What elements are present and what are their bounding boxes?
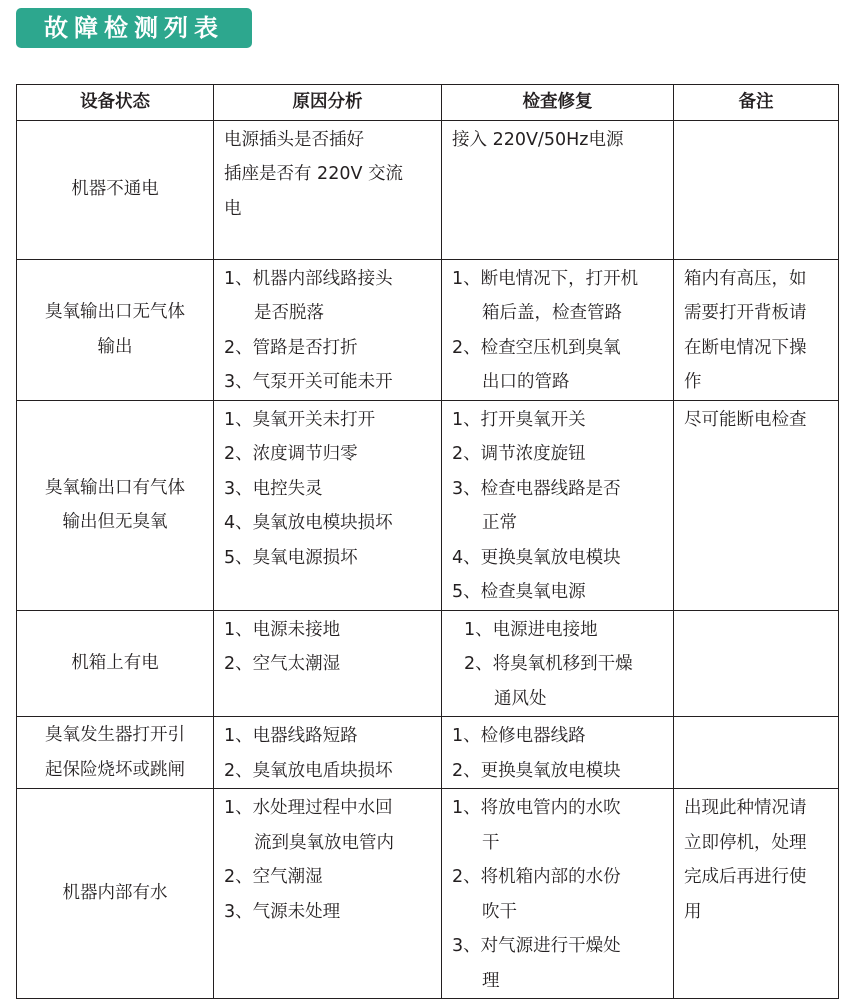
cell-line: 4、更换臭氧放电模块	[452, 547, 621, 568]
note-cell	[674, 789, 839, 999]
cell-line: 理	[482, 970, 500, 991]
page-title: 故障检测列表	[44, 14, 224, 42]
status-cell	[17, 610, 214, 717]
cell-line: 2、将机箱内部的水份	[452, 867, 621, 887]
status-cell	[17, 259, 214, 400]
fault-table	[16, 84, 839, 999]
cell-line: 4、臭氧放电模块损坏	[224, 513, 393, 533]
cell-line: 机器内部有水	[62, 883, 168, 904]
cell-line: 2、检查空压机到臭氧	[452, 337, 621, 358]
fix-cell	[442, 259, 674, 400]
cell-line: 1、水处理过程中水回	[224, 798, 393, 818]
cell-line: 3、电控失灵	[224, 478, 323, 499]
cell-line: 箱后盖，检查管路	[482, 303, 622, 323]
cell-line: 3、气泵开关可能未开	[224, 372, 393, 392]
note-cell	[674, 120, 839, 259]
table-row	[17, 400, 839, 610]
cell-line: 1、将放电管内的水吹	[452, 798, 621, 818]
cell-line: 1、臭氧开关未打开	[224, 409, 376, 430]
status-cell	[17, 717, 214, 789]
cell-line: 2、调节浓度旋钮	[452, 444, 586, 464]
cell-line: 起保险烧坏或跳闸	[45, 759, 185, 780]
fix-cell	[442, 717, 674, 789]
cell-line: 2、浓度调节归零	[224, 444, 358, 464]
cause-cell	[214, 259, 442, 400]
note-cell	[674, 610, 839, 717]
cell-line: 3、对气源进行干燥处	[452, 936, 621, 956]
note-cell	[674, 717, 839, 789]
cell-line: 2、将臭氧机移到干燥	[464, 654, 633, 674]
cell-line: 3、气源未处理	[224, 901, 341, 922]
note-cell	[674, 259, 839, 400]
fix-cell	[442, 610, 674, 717]
cell-line: 臭氧输出口有气体	[45, 477, 185, 498]
cause-cell	[214, 120, 442, 259]
cell-line: 箱内有高压，如	[684, 268, 807, 289]
cell-line: 出现此种情况请	[684, 798, 807, 818]
cell-line: 臭氧输出口无气体	[45, 302, 185, 322]
cause-cell	[214, 717, 442, 789]
cell-line: 臭氧发生器打开引	[45, 725, 185, 745]
cell-line: 5、臭氧电源损坏	[224, 547, 358, 568]
table-row	[17, 610, 839, 717]
cell-line: 需要打开背板请	[684, 303, 807, 323]
cell-line: 1、电源进电接地	[464, 619, 598, 640]
cell-line: 1、电源未接地	[224, 619, 341, 640]
cell-line: 作	[684, 372, 702, 392]
table-row	[17, 789, 839, 999]
cell-line: 1、机器内部线路接头	[224, 268, 393, 289]
status-cell	[17, 400, 214, 610]
header-note: 备注	[674, 85, 839, 121]
cell-line: 2、空气太潮湿	[224, 654, 341, 674]
table-row	[17, 120, 839, 259]
note-cell	[674, 400, 839, 610]
cell-line: 1、打开臭氧开关	[452, 409, 586, 430]
cell-line: 尽可能断电检查	[684, 409, 807, 430]
cell-line: 接入 220V/50Hz电源	[452, 129, 624, 150]
cell-line: 输出	[97, 336, 133, 357]
cause-cell	[214, 610, 442, 717]
cell-line: 电源插头是否插好	[224, 129, 364, 150]
cell-line: 完成后再进行使	[684, 867, 807, 887]
cell-line: 在断电情况下操	[684, 337, 807, 358]
cell-line: 吹干	[482, 901, 517, 922]
cell-line: 插座是否有 220V 交流	[224, 164, 403, 184]
fix-cell	[442, 789, 674, 999]
table-row	[17, 259, 839, 400]
cell-line: 机器不通电	[71, 179, 159, 200]
cell-line: 2、更换臭氧放电模块	[452, 760, 621, 781]
cell-line: 1、电器线路短路	[224, 726, 358, 746]
cell-line: 2、臭氧放电盾块损坏	[224, 760, 393, 781]
cell-line: 通风处	[494, 688, 547, 709]
cell-line: 干	[482, 832, 500, 853]
cell-line: 出口的管路	[482, 372, 570, 392]
cell-line: 2、空气潮湿	[224, 867, 323, 887]
cell-line: 是否脱落	[254, 303, 324, 323]
cell-line: 5、检查臭氧电源	[452, 582, 586, 602]
status-cell	[17, 789, 214, 999]
header-cause: 原因分析	[214, 85, 442, 121]
cell-line: 用	[684, 901, 702, 922]
table-row	[17, 717, 839, 789]
fix-cell	[442, 400, 674, 610]
cell-line: 立即停机，处理	[684, 832, 807, 853]
header-fix: 检查修复	[442, 85, 674, 121]
table-header-row	[17, 85, 839, 121]
cell-line: 流到臭氧放电管内	[254, 832, 394, 853]
cause-cell	[214, 400, 442, 610]
cell-line: 1、断电情况下，打开机	[452, 268, 639, 289]
cell-line: 1、检修电器线路	[452, 726, 586, 746]
cell-line: 电	[224, 198, 242, 219]
status-cell	[17, 120, 214, 259]
cause-cell	[214, 789, 442, 999]
fix-cell	[442, 120, 674, 259]
cell-line: 2、管路是否打折	[224, 337, 358, 358]
cell-line: 输出但无臭氧	[62, 512, 168, 532]
cell-line: 正常	[482, 513, 517, 533]
cell-line: 3、检查电器线路是否	[452, 478, 621, 499]
header-status: 设备状态	[17, 85, 214, 121]
cell-line: 机箱上有电	[71, 653, 159, 673]
title-badge	[16, 8, 252, 48]
